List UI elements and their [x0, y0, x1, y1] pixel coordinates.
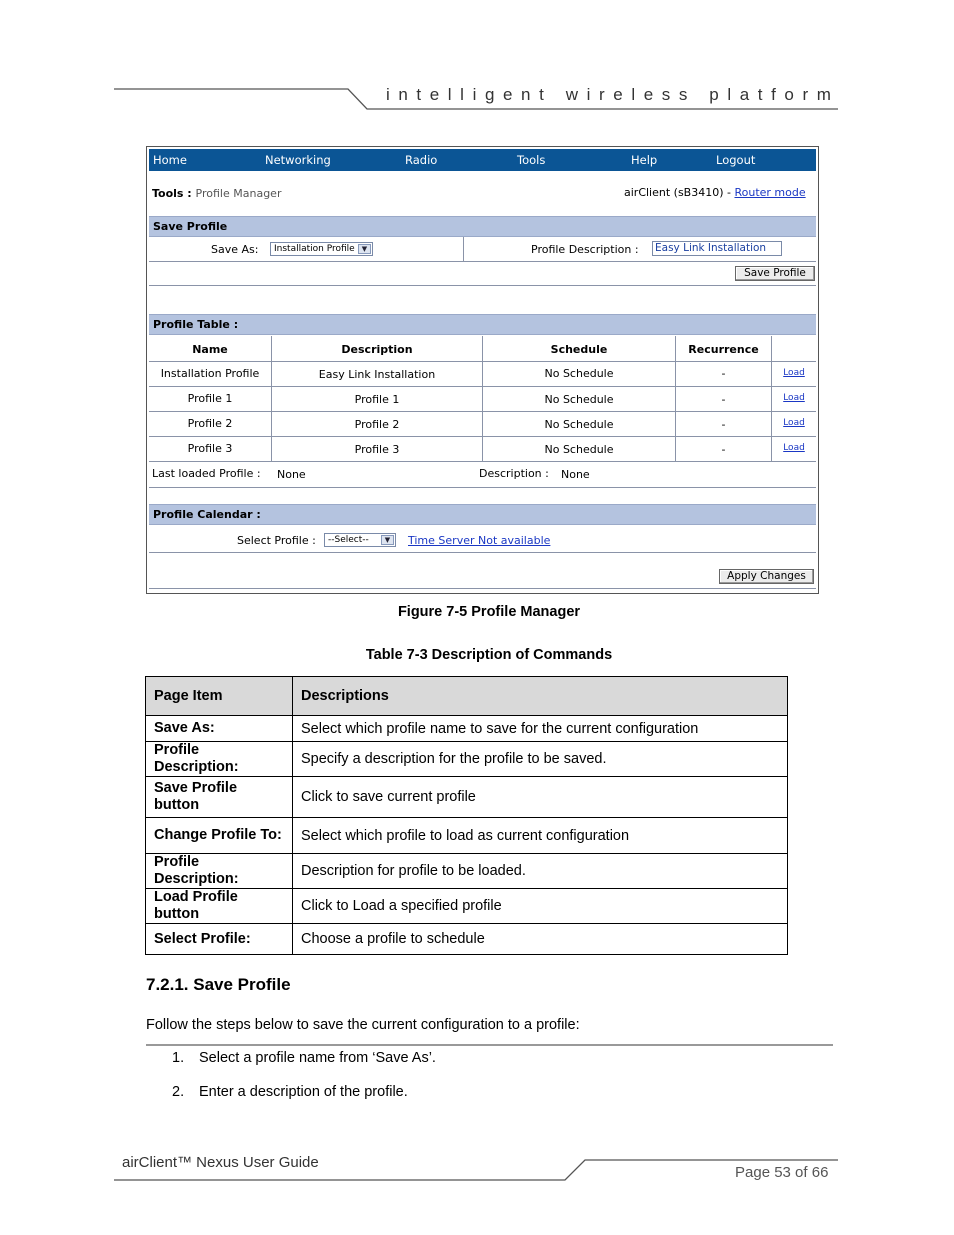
table-row: Change Profile To: Select which profile to load as current configuration	[146, 818, 788, 854]
load-link[interactable]: Load	[783, 418, 805, 428]
table-header-row	[146, 677, 788, 716]
chevron-down-icon: ▼	[358, 244, 371, 254]
col-name-header: Name	[192, 343, 228, 356]
load-link[interactable]: Load	[783, 443, 805, 453]
last-description-value: None	[561, 468, 590, 481]
save-as-select[interactable]: Installation Profile ▼	[270, 242, 373, 256]
commands-table	[145, 676, 788, 955]
save-as-label: Save As:	[211, 243, 259, 256]
profile-manager-screenshot: Home Networking Radio Tools Help Logout Tools : Profile Manager airClient (sB3410) - Router mode Save Profile Save As: Installation Profile ▼ Profile Description : Easy Link Installation Save Profile Profile Table : Name Description Schedule Recurrence Installation Profile Easy Link Installation No Schedule - Load Profile 1 Profile 1 No Schedule - Load Profile 2 Profile 2 No Schedule - Load Profile 3 Profile 3 No Schedule - Load Last loaded Profile : None Description : None Profile Calendar : Select Profile : --Select-- ▼ Time Server Not available Apply Changes	[146, 146, 819, 594]
time-server-link[interactable]: Time Server Not available	[408, 534, 551, 547]
router-mode-link[interactable]: Router mode	[734, 186, 806, 199]
table-caption: Table 7-3 Description of Commands	[365, 647, 613, 663]
select-profile-label: Select Profile :	[237, 534, 316, 547]
col-schedule-header: Schedule	[550, 343, 608, 356]
footer-page-number: Page 53 of 66	[735, 1164, 829, 1181]
col-page-item-header: Page Item	[146, 677, 293, 716]
apply-changes-button[interactable]: Apply Changes	[719, 569, 814, 584]
last-loaded-value: None	[277, 468, 306, 481]
footer-guide-title: airClient™ Nexus User Guide	[122, 1154, 319, 1171]
save-profile-section-bar: Save Profile	[149, 216, 816, 237]
load-link[interactable]: Load	[783, 393, 805, 403]
col-description-header: Description	[341, 343, 413, 356]
col-recurrence-header: Recurrence	[688, 343, 759, 356]
header-tagline: intelligent wireless platform	[386, 85, 840, 104]
table-row: Select Profile: Choose a profile to schedule	[146, 924, 788, 955]
breadcrumb: Tools : Profile Manager	[152, 187, 282, 200]
save-profile-button[interactable]: Save Profile	[735, 266, 815, 281]
table-row: Save Profile button Click to save current profile	[146, 777, 788, 818]
figure-caption: Figure 7-5 Profile Manager	[397, 604, 581, 620]
nav-tools[interactable]: Tools	[517, 153, 546, 167]
chevron-down-icon: ▼	[381, 535, 394, 545]
table-row: Load Profile button Click to Load a specified profile	[146, 889, 788, 924]
profile-table-section-bar: Profile Table :	[149, 314, 816, 335]
top-nav-bar	[149, 149, 816, 171]
table-row: Profile Description: Specify a description for the profile to be saved.	[146, 742, 788, 777]
profile-description-input[interactable]: Easy Link Installation	[652, 241, 782, 256]
nav-help[interactable]: Help	[631, 153, 658, 167]
intro-paragraph: Follow the steps below to save the current configuration to a profile:	[146, 1017, 580, 1033]
table-row: Save As: Select which profile name to save for the current configuration	[146, 716, 788, 742]
select-profile-dropdown[interactable]: --Select-- ▼	[324, 533, 396, 547]
section-heading: 7.2.1. Save Profile	[146, 975, 291, 994]
load-link[interactable]: Load	[783, 368, 805, 378]
col-descriptions-header: Descriptions	[293, 677, 788, 716]
profile-description-label: Profile Description :	[531, 243, 639, 256]
profile-calendar-section-bar: Profile Calendar :	[149, 504, 816, 525]
nav-radio[interactable]: Radio	[405, 153, 438, 167]
table-row: Profile Description: Description for profile to be loaded.	[146, 854, 788, 889]
last-loaded-label: Last loaded Profile :	[152, 467, 261, 480]
nav-logout[interactable]: Logout	[716, 153, 756, 167]
device-info: airClient (sB3410) - Router mode	[624, 186, 806, 199]
last-description-label: Description :	[479, 467, 549, 480]
nav-home[interactable]: Home	[153, 153, 187, 167]
nav-networking[interactable]: Networking	[265, 153, 331, 167]
